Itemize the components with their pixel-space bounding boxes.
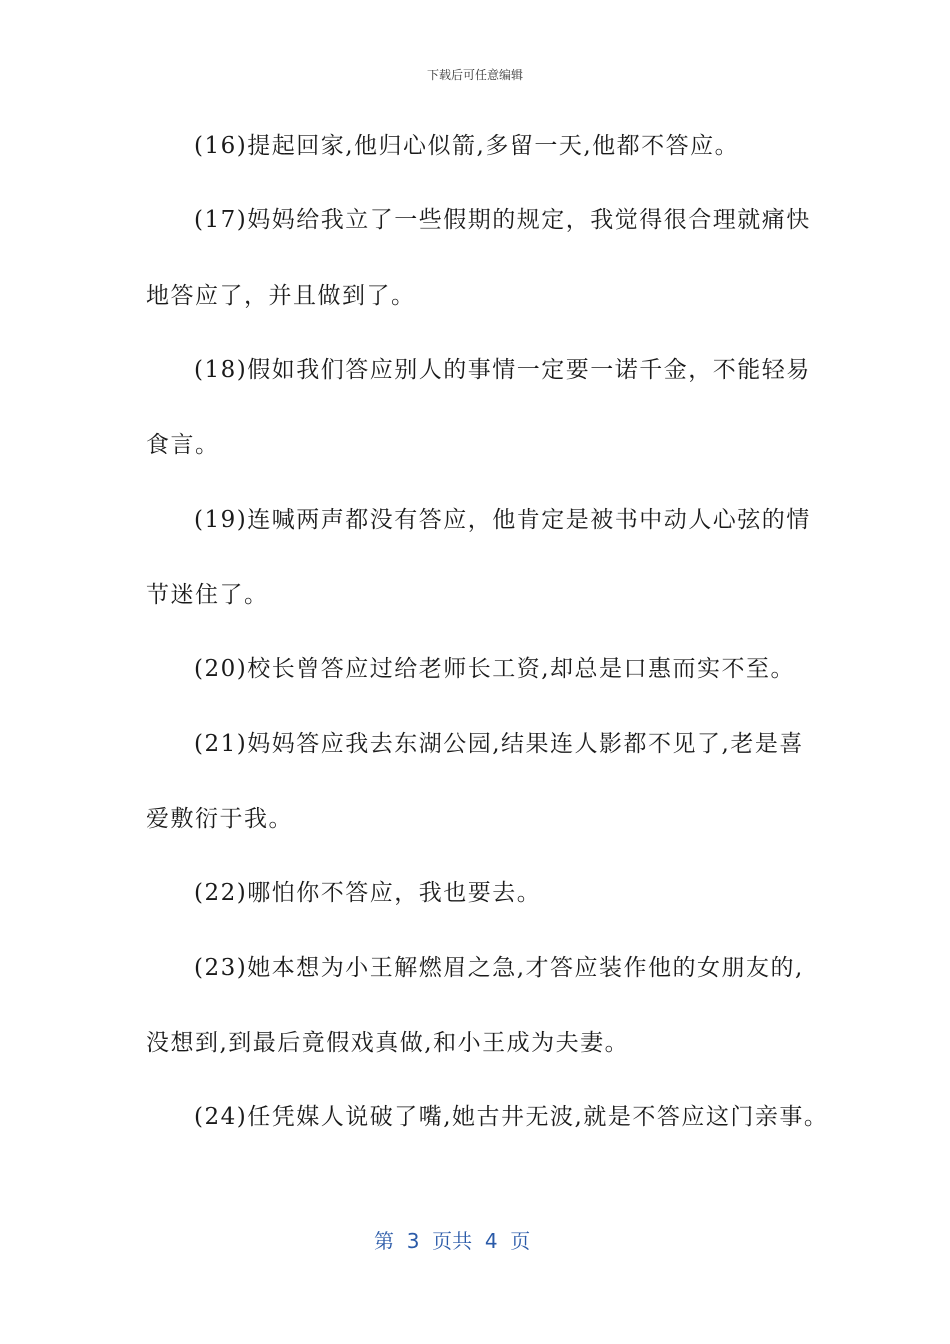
sentence-22: (22)哪怕你不答应，我也要去。	[194, 880, 542, 906]
sentence-20: (20)校长曾答应过给老师长工资,却总是口惠而实不至。	[194, 656, 796, 682]
sentence-17-line-2: 地答应了，并且做到了。	[146, 283, 416, 309]
page-number-footer: 第 3 页共 4 页	[374, 1229, 531, 1253]
sentence-24: (24)任凭媒人说破了嘴,她古井无波,就是不答应这门亲事。	[194, 1104, 829, 1130]
sentence-19-line-1: (19)连喊两声都没有答应，他肯定是被书中动人心弦的情	[194, 507, 811, 533]
sentence-16: (16)提起回家,他归心似箭,多留一天,他都不答应。	[194, 133, 740, 159]
sentence-21-line-1: (21)妈妈答应我去东湖公园,结果连人影都不见了,老是喜	[194, 731, 804, 757]
page-header: 下载后可任意编辑	[426, 68, 523, 82]
sentence-21-line-2: 爱敷衍于我。	[146, 806, 293, 832]
sentence-19-line-2: 节迷住了。	[146, 582, 269, 608]
sentence-23-line-2: 没想到,到最后竟假戏真做,和小王成为夫妻。	[146, 1030, 630, 1056]
sentence-18-line-1: (18)假如我们答应别人的事情一定要一诺千金，不能轻易	[194, 357, 811, 383]
sentence-17-line-1: (17)妈妈给我立了一些假期的规定，我觉得很合理就痛快	[194, 207, 811, 233]
sentence-18-line-2: 食言。	[146, 432, 220, 458]
sentence-23-line-1: (23)她本想为小王解燃眉之急,才答应装作他的女朋友的,	[194, 955, 804, 981]
